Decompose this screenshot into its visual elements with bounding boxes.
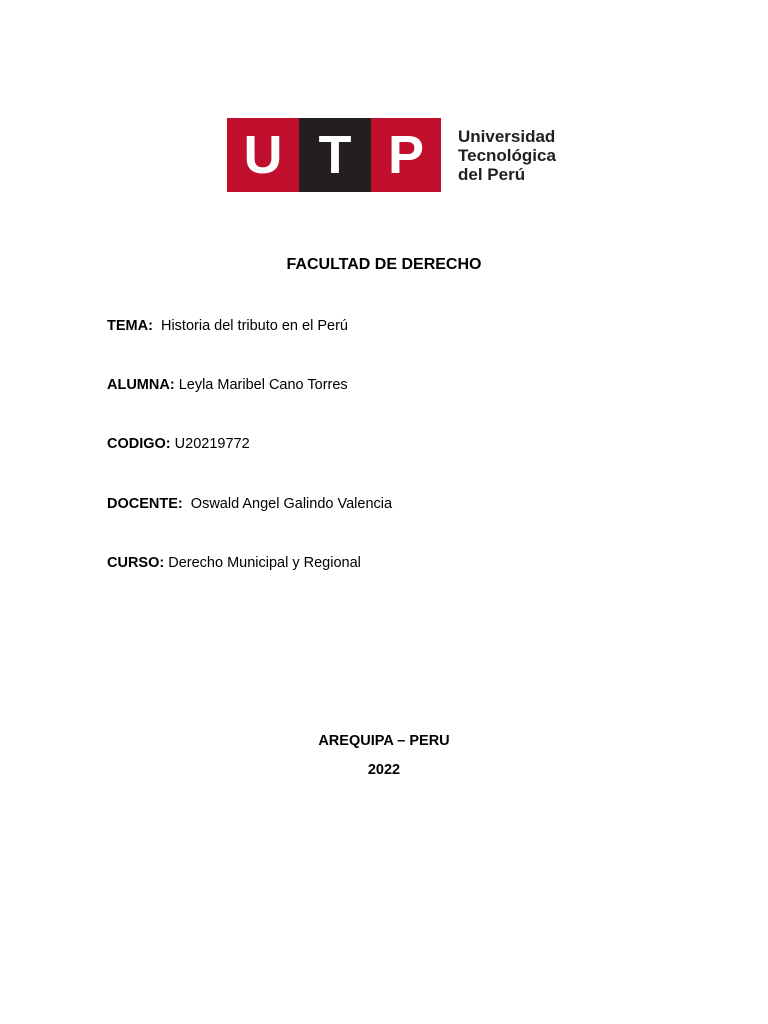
place-city: AREQUIPA – PERU <box>318 733 450 749</box>
logo-name-line-3: del Perú <box>458 165 526 184</box>
logo-letter-t: T <box>299 118 371 192</box>
logo-letter-u: U <box>227 118 299 192</box>
field-docente <box>107 496 392 512</box>
place-year: 2022 <box>367 762 401 778</box>
field-alumna-label: ALUMNA: <box>107 377 175 393</box>
field-docente-value: Oswald Angel Galindo Valencia <box>190 496 393 512</box>
logo-name-line-1: Universidad <box>458 127 556 146</box>
logo-name-line-2: Tecnológica <box>458 146 556 165</box>
field-alumna <box>107 377 348 393</box>
field-alumna-value: Leyla Maribel Cano Torres <box>178 377 348 393</box>
utp-logo <box>227 118 567 192</box>
logo-university-name <box>458 127 556 184</box>
faculty-title: FACULTAD DE DERECHO <box>286 256 482 273</box>
logo-letter-p: P <box>371 118 441 192</box>
field-curso-label: CURSO: <box>107 555 165 571</box>
field-curso <box>107 555 361 571</box>
field-docente-label: DOCENTE: <box>107 496 183 512</box>
field-curso-value: Derecho Municipal y Regional <box>168 555 361 571</box>
field-codigo <box>107 436 250 452</box>
field-tema-label: TEMA: <box>107 318 153 334</box>
field-tema-value: Historia del tributo en el Perú <box>160 318 348 334</box>
field-tema <box>107 318 348 334</box>
field-codigo-label: CODIGO: <box>107 436 171 452</box>
field-codigo-value: U20219772 <box>174 436 250 452</box>
